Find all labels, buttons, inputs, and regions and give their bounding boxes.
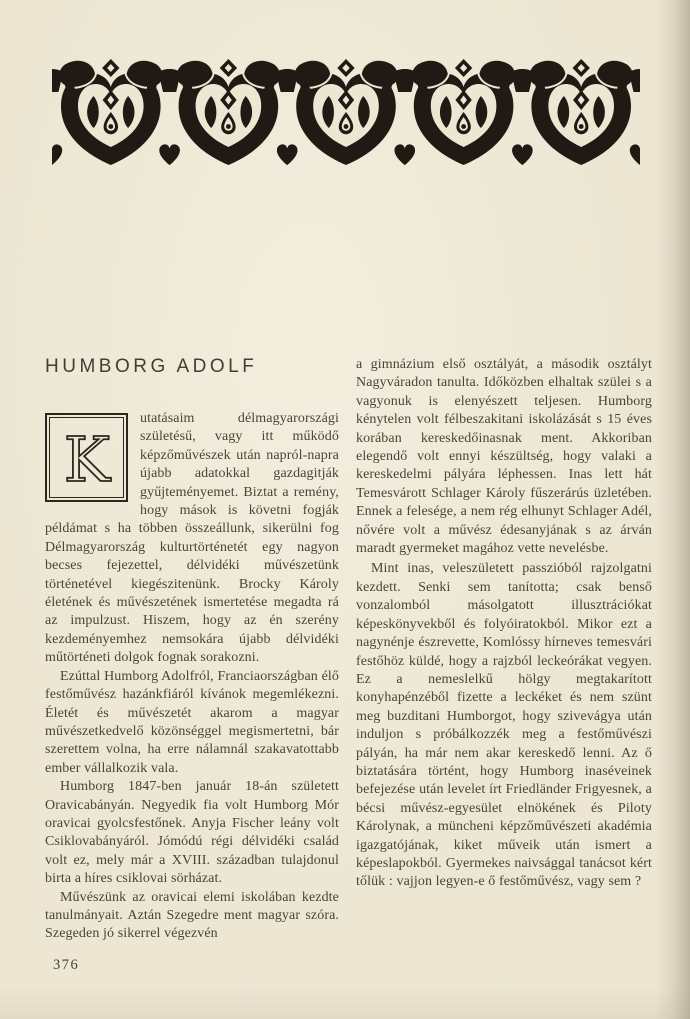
tulip-frieze-icon <box>52 58 640 170</box>
paragraph-text: Humborg 1847-ben január 18-án született Oravicabányán. Negyedik fia volt Humborg Mór oravicai gyolcsfestőnek. Anyja Fischer leány volt Csiklovabányáról. Jómódú régi délvidéki család volt ez, mely már a XVIII. században tulajdonul birta a híres csiklovai sörházat. <box>45 779 339 887</box>
ornament-frieze <box>52 58 640 170</box>
drop-cap-letter-icon <box>54 422 120 494</box>
page-title: HUMBORG ADOLF <box>45 356 258 377</box>
paragraph <box>45 889 339 944</box>
right-column <box>356 356 652 892</box>
paragraph <box>356 356 652 558</box>
left-column <box>45 410 339 944</box>
drop-cap-letter: K <box>63 422 110 494</box>
paragraph-text: Mint inas, veleszületett passzióból rajzolgatni kezdett. Senki sem tanította; csak benső vonzalomból másolgatott illusztrációkat képeskönyvekből és folyóiratokból. Mikor ezt a nagynénje észrevette, Komlóssy hírneves temesvári festőhöz küldé, hogy a rajzból leckeórákat vegyen. Ez a nemeslelkű hölgy megtakarított konyhapénzéből fizette a leckéket és nem szünt meg buzditani Humborgot, hogy szivevágya után induljon s próbálkozzék meg a festőművészi pályán, ha már nem akar kereskedő lenni. Az ő biztatására történt, hogy Humborg inaséveinek befejezése után levelet írt Friedländer Frigyesnek, a bécsi művész-egyesület elnökének és Piloty Károlynak, a müncheni képzőművészeti akadémia igazgatójának, kiket műveik után ismert a képeslapokból. Gyermekes naivsággal tanácsot kért tőlük : vajjon legyen-e ő festőművész, vagy sem ? <box>356 561 652 890</box>
paragraph <box>356 560 652 891</box>
paragraph-text: Művészünk az oravicai elemi iskolában kezdte tanulmányait. Aztán Szegedre ment magyar szóra. Szegeden jó sikerrel végezvén <box>45 889 339 942</box>
paragraph-text: a gimnázium első osztályát, a második osztályt Nagyváradon tanulta. Időközben elhaltak szülei s a vagyonuk is elenyészett teljesen. Humborg kénytelen volt félbeszakitani iskolázását s 15 éves korában kereskedőinasnak ment. Akkoriban elegendő volt ennyi készültség, hogy valaki a kereskedelmi pályára léphessen. Inas lett hát Temesvárott Schlager Károly fűszerárús üzletében. Ennek a felesége, a nem rég elhunyt Schlager Adél, nővére volt a művész édesanyjának s az árván maradt gyermeket magához vette nevelésbe. <box>356 357 652 557</box>
paragraph-text: Ezúttal Humborg Adolfról, Franciaországban élő festőművész hazánkfiáról kívánok megemlékezni. Életét és művészetét akarom a magyar művészetkedvelő közönséggel megismertetni, bár szerettem volna, ha erre nálamnál szakavatottabb ember vállalkozik vala. <box>45 668 339 776</box>
paragraph <box>45 668 339 778</box>
paragraph-text: utatásaim délmagyarországi születésű, vagy itt működő képzőművészek után napról-napra újabb adatokkal gazdagitják gyűjteményemet. Biztat a remény, hogy mások is követni fogják példámat s ha többen összeállunk, sikerülni fog Délmagyarország kulturtörténetét egy nagyon becses fejezettel, délvidéki művészetünk történetével kiegészitenünk. Brocky Károly életének és művészetének ismertetése megadta rá az impulzust. Hiszem, hogy az én szerény kezdeményemhez nemsokára újabb délvidéki műtörténeti dolgok fognak sorakozni. <box>45 411 339 666</box>
paragraph <box>45 410 339 668</box>
drop-cap <box>45 413 128 502</box>
drop-cap-frame <box>49 417 124 498</box>
paragraph <box>45 778 339 888</box>
page-number: 376 <box>53 957 80 973</box>
